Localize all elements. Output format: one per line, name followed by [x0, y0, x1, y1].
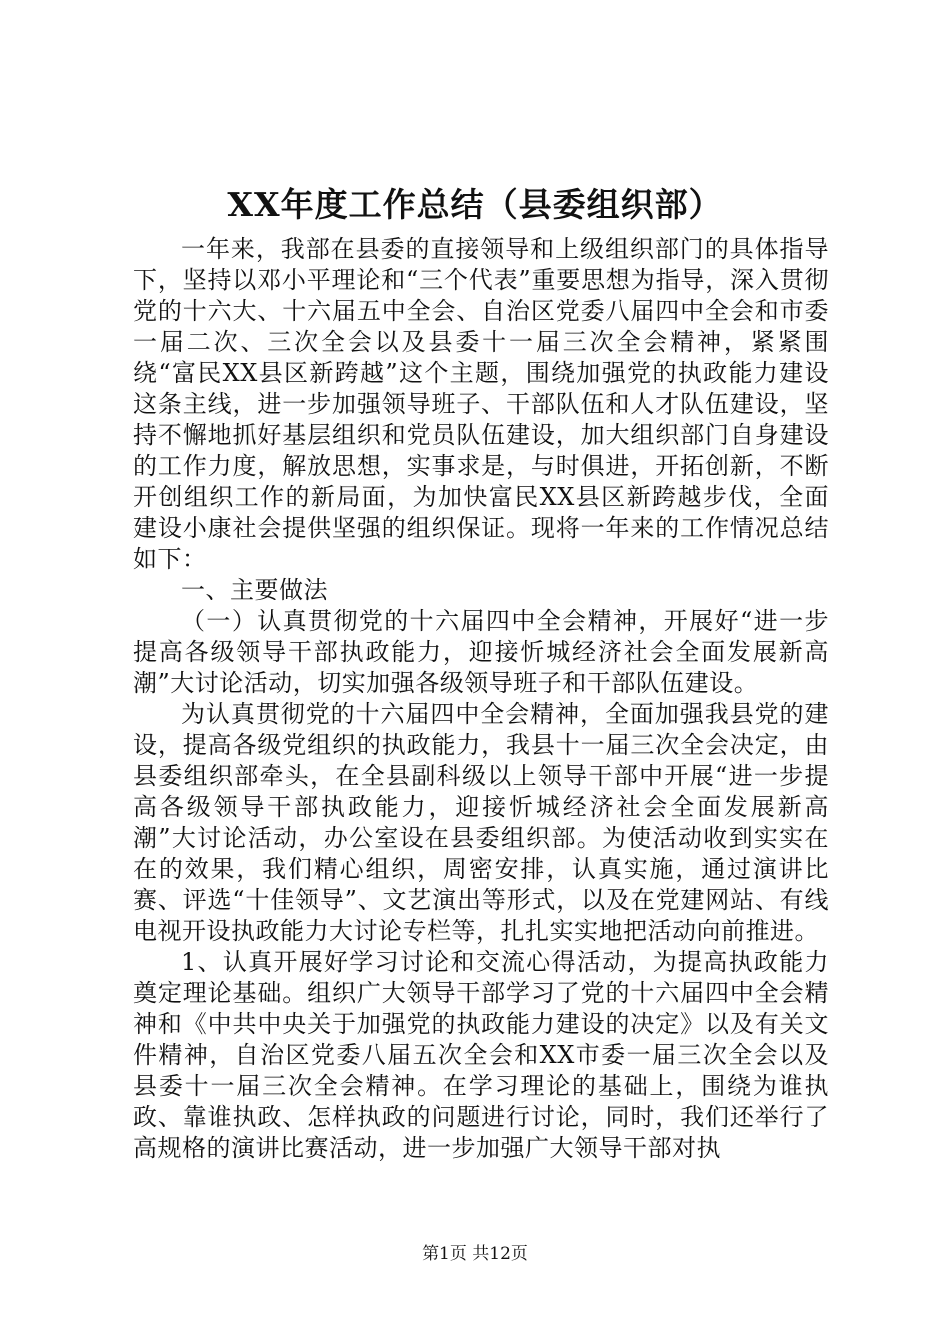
page-footer: 第1页 共12页 [422, 1244, 528, 1264]
paragraph-intro: 一年来，我部在县委的直接领导和上级组织部门的具体指导下，坚持以邓小平理论和“三个代表”重要思想为指导，深入贯彻党的十六大、十六届五中全会、自治区党委八届四中全会和市委一届二次、三次全会以及县委十一届三次全会精神，紧紧围绕“富民XX县区新跨越”这个主题，围绕加强党的执政能力建设这条主线，进一步加强领导班子、干部队伍和人才队伍建设，坚持不懈地抓好基层组织和党员队伍建设，加大组织部门自身建设的工作力度，解放思想，实事求是，与时俱进，开拓创新，不断开创组织工作的新局面，为加快富民XX县区新跨越步伐，全面建设小康社会提供坚强的组织保证。现将一年来的工作情况总结如下： [133, 235, 829, 573]
document-body [133, 234, 829, 1164]
paragraph-implementation: 为认真贯彻党的十六届四中全会精神，全面加强我县党的建设，提高各级党组织的执政能力，我县十一届三次全会决定，由县委组织部牵头，在全县副科级以上领导干部中开展“进一步提高各级领导干部执政能力，迎接忻城经济社会全面发展新高潮”大讨论活动，办公室设在县委组织部。为使活动收到实实在在的效果，我们精心组织，周密安排，认真实施，通过演讲比赛、评选“十佳领导”、文艺演出等形式，以及在党建网站、有线电视开设执政能力大讨论专栏等，扎扎实实地把活动向前推进。 [133, 700, 829, 945]
document-title: XX年度工作总结（县委组织部） [227, 185, 723, 224]
section-heading-main-practices: 一、主要做法 [181, 576, 328, 604]
paragraph-item-1: 1、认真开展好学习讨论和交流心得活动，为提高执政能力奠定理论基础。组织广大领导干部学习了党的十六届四中全会精神和《中共中央关于加强党的执政能力建设的决定》以及有关文件精神，自治区党委八届五次全会和XX市委一届三次全会以及县委十一届三次全会精神。在学习理论的基础上，围绕为谁执政、靠谁执政、怎样执政的问题进行讨论，同时，我们还举行了高规格的演讲比赛活动，进一步加强广大领导干部对执 [133, 948, 829, 1162]
subsection-heading-1: （一）认真贯彻党的十六届四中全会精神，开展好“进一步提高各级领导干部执政能力，迎接忻城经济社会全面发展新高潮”大讨论活动，切实加强各级领导班子和干部队伍建设。 [133, 607, 829, 697]
